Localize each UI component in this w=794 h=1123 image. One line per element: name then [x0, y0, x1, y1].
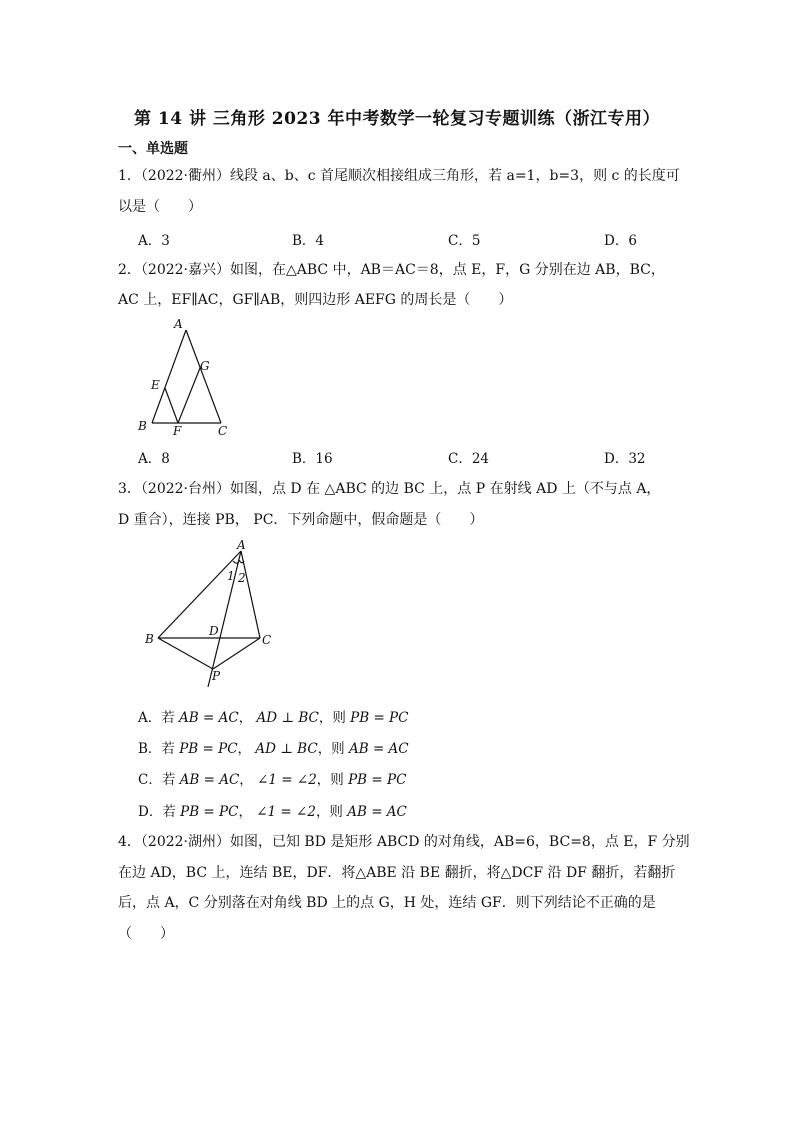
q1-option-c: C．5 — [448, 233, 481, 249]
q1-option-a: A．3 — [138, 233, 170, 249]
q3-line1: 3．（2022·台州）如图，点 D 在 △ABC 的边 BC 上，点 P 在射线 AD 上（不与点 A， — [118, 481, 661, 497]
q3-option-c: C．若 AB = AC， ∠1 = ∠2，则 PB = PC — [138, 772, 407, 788]
q2-line2: AC 上，EF∥AC，GF∥AB，则四边形 AEFG 的周长是（ ） — [118, 292, 513, 308]
label-b: B — [145, 632, 154, 646]
q2-triangle-figure — [130, 314, 240, 440]
label-e: E — [151, 378, 160, 392]
q2-option-b: B．16 — [292, 451, 333, 467]
q4-line4: （ ） — [118, 926, 174, 942]
q2-line1: 2．（2022·嘉兴）如图，在△ABC 中，AB＝AC＝8，点 E，F，G 分别在边 AB，BC， — [118, 262, 665, 278]
q2-option-a: A．8 — [138, 451, 170, 467]
q3-option-a: A．若 AB = AC， AD ⊥ BC，则 PB = PC — [138, 710, 409, 726]
document-title: 第 14 讲 三角形 2023 年中考数学一轮复习专题训练（浙江专用） — [133, 109, 661, 129]
q4-line1: 4．（2022·湖州）如图，已知 BD 是矩形 ABCD 的对角线，AB=6，BC=8，点 E，F 分别 — [118, 834, 690, 850]
angle-2-label: 2 — [238, 571, 246, 585]
section-heading: 一、单选题 — [118, 141, 188, 157]
label-g: G — [200, 359, 210, 373]
q1-option-d: D．6 — [604, 233, 637, 249]
q3-option-b: B．若 PB = PC， AD ⊥ BC，则 AB = AC — [138, 741, 409, 757]
label-f: F — [173, 424, 182, 438]
q4-line2: 在边 AD，BC 上，连结 BE，DF．将△ABE 沿 BE 翻折，将△DCF 沿 DF 翻折，若翻折 — [118, 865, 676, 881]
q2-option-d: D．32 — [604, 451, 646, 467]
q1-line2: 以是（ ） — [118, 199, 202, 215]
q3-line2: D 重合），连接 PB， PC．下列命题中，假命题是（ ） — [118, 512, 484, 528]
label-d: D — [209, 624, 219, 638]
label-a: A — [174, 317, 183, 331]
q4-line3: 后，点 A，C 分别落在对角线 BD 上的点 G，H 处，连结 GF．则下列结论不正确的是 — [118, 895, 656, 911]
q3-triangle-figure — [138, 537, 278, 689]
label-c: C — [218, 424, 228, 438]
q2-option-c: C．24 — [448, 451, 490, 467]
label-a: A — [237, 538, 246, 552]
q1-line1: 1．（2022·衢州）线段 a、b、c 首尾顺次相接组成三角形，若 a=1，b=3，则 c 的长度可 — [118, 168, 680, 184]
q1-option-b: B．4 — [292, 233, 325, 249]
q3-option-d: D．若 PB = PC， ∠1 = ∠2，则 AB = AC — [138, 804, 407, 820]
label-p: P — [212, 669, 221, 683]
label-c: C — [262, 633, 272, 647]
angle-1-label: 1 — [227, 569, 235, 583]
label-b: B — [138, 419, 147, 433]
